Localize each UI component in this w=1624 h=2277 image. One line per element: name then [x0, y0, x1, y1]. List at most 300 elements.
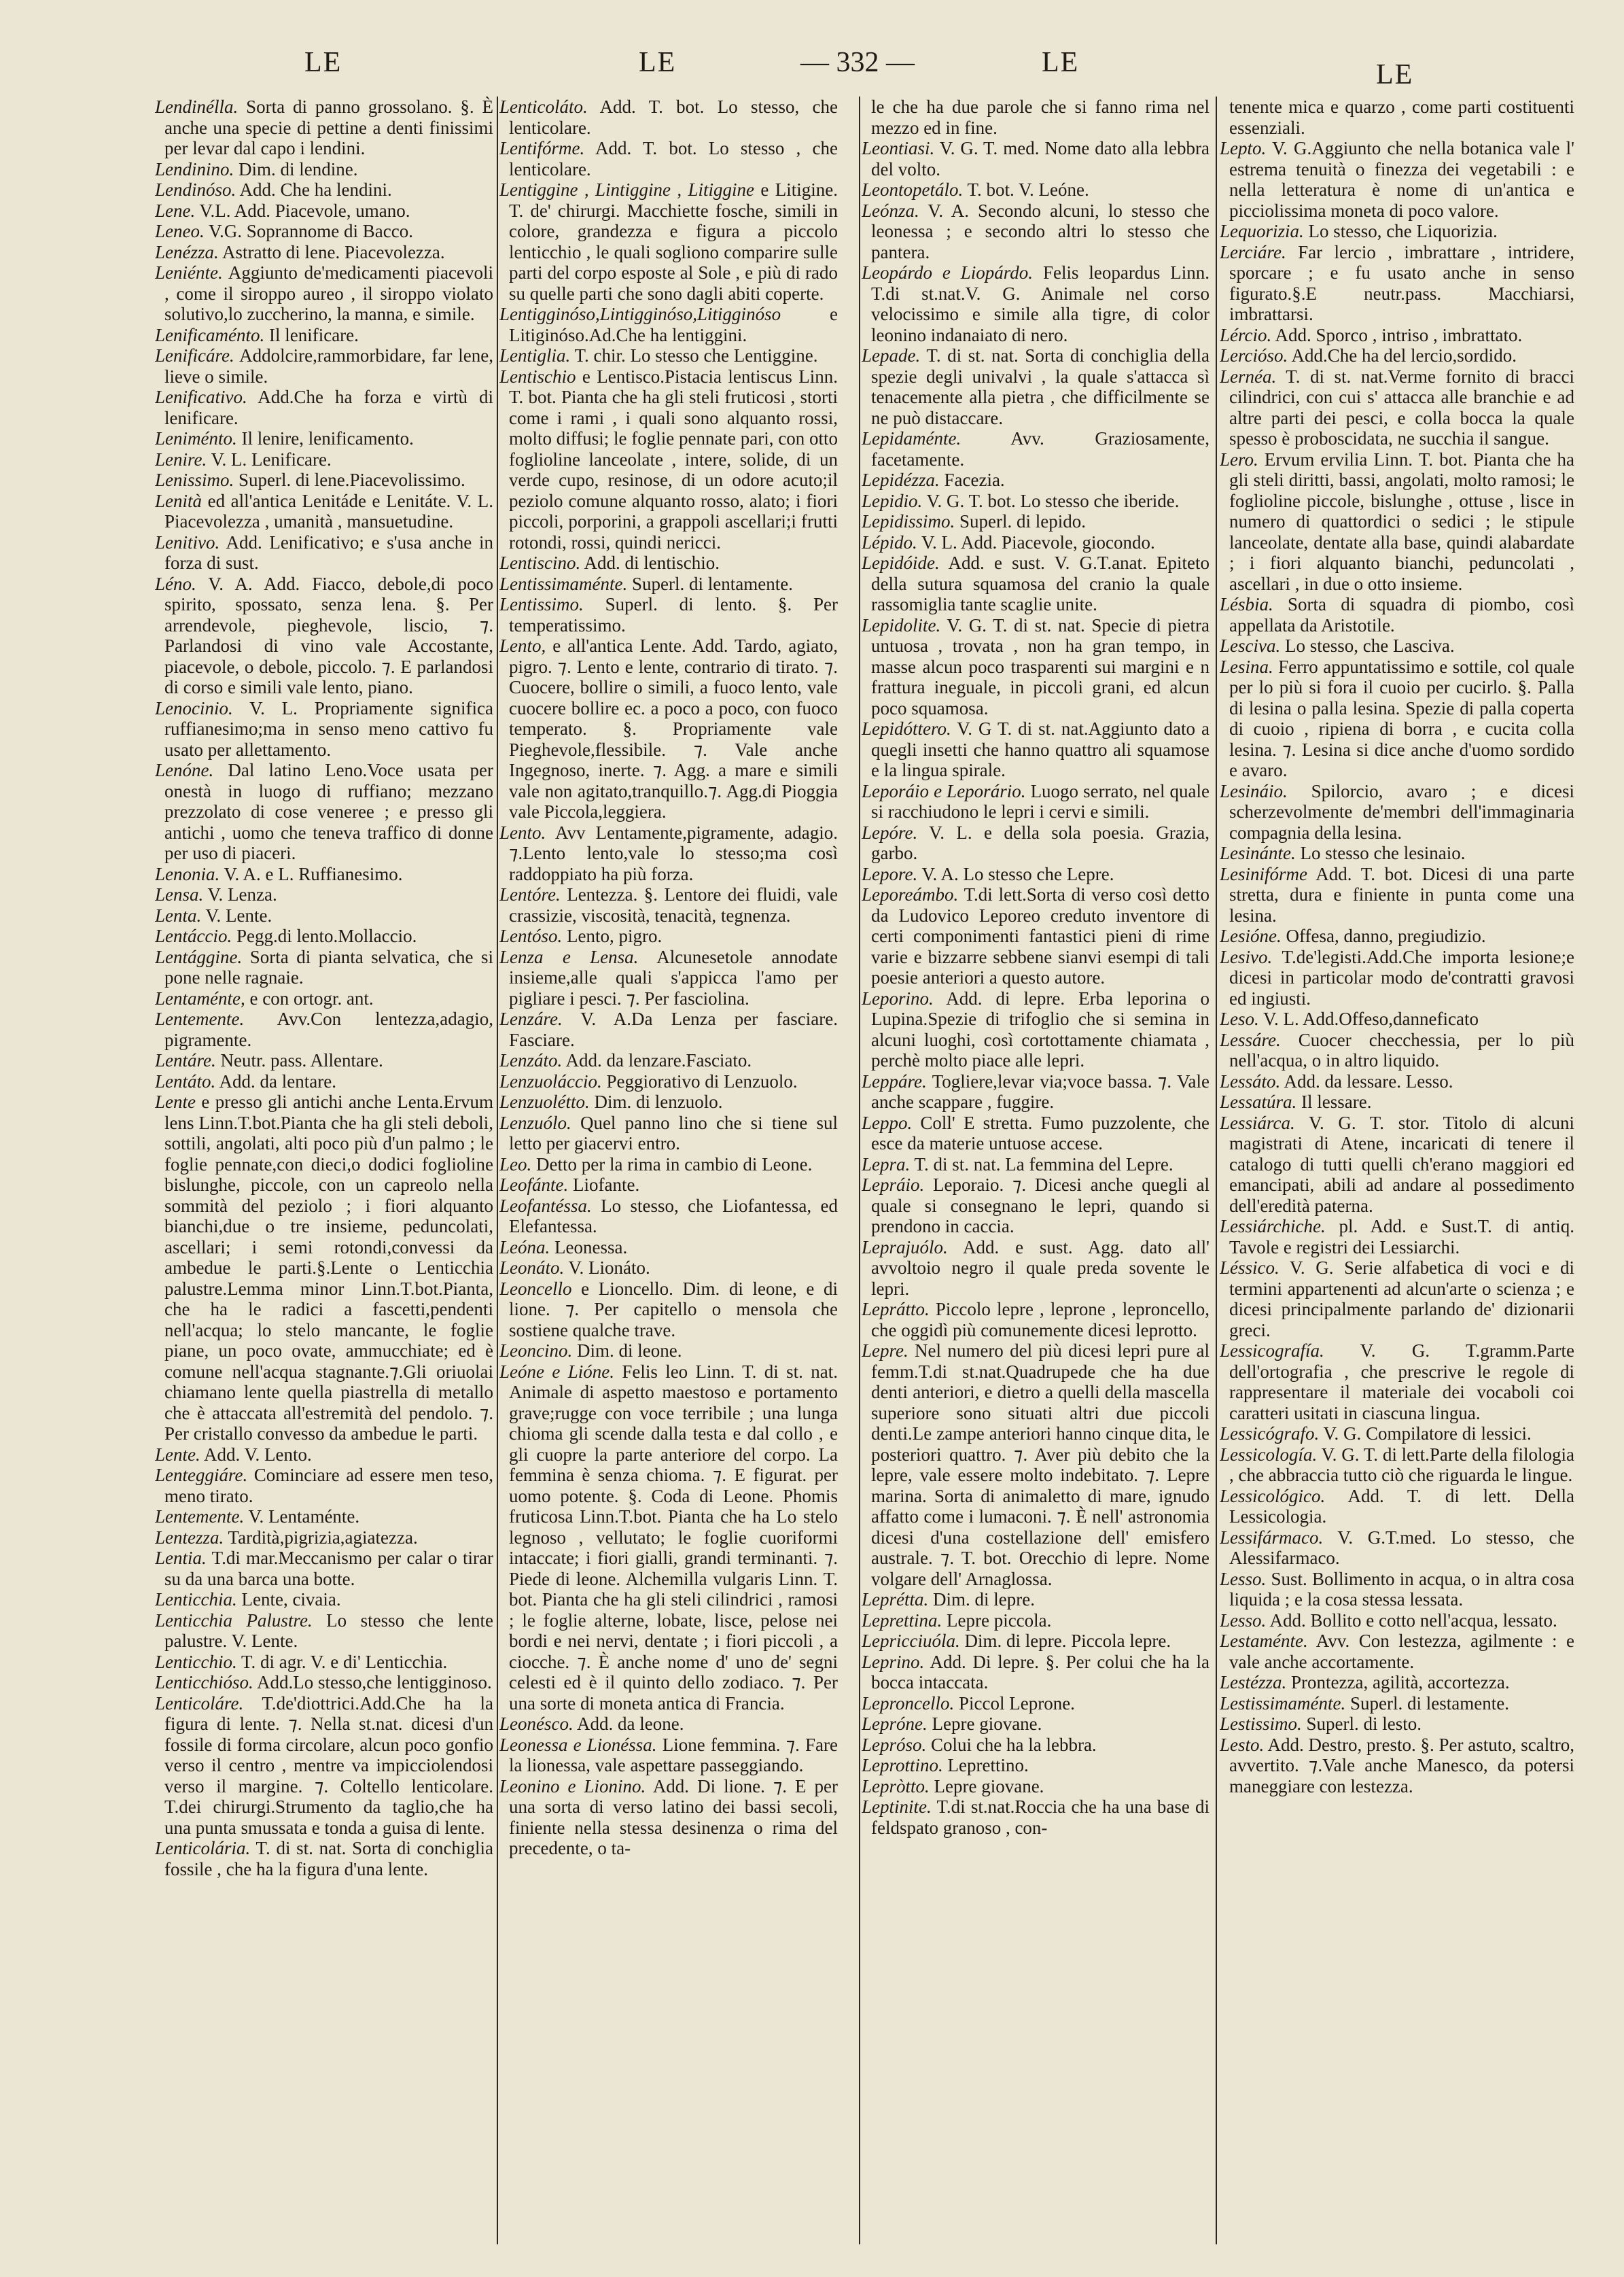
dictionary-entry [862, 532, 1210, 553]
entry-definition: Offesa, danno, pregiudizio. [1286, 926, 1486, 946]
entry-headword: Lessicología. [1220, 1444, 1318, 1465]
entry-definition: Add. da lessare. Lesso. [1284, 1071, 1453, 1092]
entry-headword: Lepróne. [862, 1714, 928, 1734]
dictionary-entry [862, 1755, 1210, 1776]
entry-headword: Lentemente. [155, 1506, 245, 1527]
entry-headword: Lenitivo. [155, 532, 220, 553]
dictionary-entry [499, 926, 838, 947]
entry-definition: ed all'antica Lenitáde e Lenitáte. V. L. Piacevolezza , umanità , mansuetudine. [164, 490, 493, 532]
entry-headword: Leprajuólo. [862, 1236, 948, 1257]
dictionary-entry [862, 1589, 1210, 1610]
dictionary-entry [1220, 1030, 1574, 1071]
entry-definition: Il lessare. [1301, 1092, 1372, 1112]
entry-headword: Lerciáre. [1220, 241, 1286, 262]
entry-definition: Dal latino Leno.Voce usata per onestà in luogo di ruffiano; mezzano prezzolato di cose veneree ; e presso gli antichi , uomo che teneva traffico di donne per uso di piaceri. [164, 760, 493, 863]
entry-definition: Luogo serrato, nel quale si racchiudono le lepri i cervi e simili. [871, 780, 1210, 822]
entry-definition: Add. V. Lento. [204, 1444, 312, 1465]
dictionary-entry [1220, 1735, 1574, 1797]
dictionary-entry [862, 553, 1210, 615]
entry-definition: V. G. T. bot. Lo stesso che iberide. [926, 490, 1180, 511]
entry-headword: Lensa. [155, 884, 204, 905]
dictionary-entry [862, 1776, 1210, 1797]
dictionary-entry [499, 947, 838, 1009]
entry-headword: Lentischio [499, 366, 576, 387]
dictionary-entry [1220, 1216, 1574, 1257]
entry-headword: Leonessa e Lionéssa. [499, 1734, 657, 1755]
dictionary-entry [499, 304, 838, 345]
entry-headword: Lenzuólo. [499, 1112, 571, 1133]
entry-headword: Lero. [1220, 449, 1258, 470]
entry-headword: Lentezza. [155, 1527, 224, 1548]
dictionary-entry [1220, 1340, 1574, 1423]
entry-headword: Lentifórme. [499, 138, 585, 158]
entry-definition: Lione femmina. ⁊. Fare la lionessa, vale aspettare passeggiando. [509, 1734, 838, 1775]
dictionary-entry [155, 97, 493, 159]
entry-definition: T.de'diottrici.Add.Che ha la figura di lente. ⁊. Nella st.nat. dicesi d'un fossile di forma circolare, alcun poco gonfio verso il centro , mentre va impicciolendosi verso il margine. ⁊. Coltello lenticolare. T.dei chirurgi.Strumento da taglio,che ha una punta smussata e tonda a guisa di lente. [164, 1692, 493, 1838]
entry-definition: V. G. T. med. Nome dato alla lebbra del volto. [871, 138, 1210, 179]
entry-definition: Lo stesso che lente palustre. V. Lente. [164, 1610, 493, 1651]
dictionary-entry [1220, 449, 1574, 595]
dictionary-entry [1220, 926, 1574, 947]
entry-headword: Lentiglia. [499, 345, 571, 366]
entry-headword: Lernéa. [1220, 366, 1277, 387]
entry-headword: Lenticoláre. [155, 1692, 244, 1714]
entry-definition: Sust. Bollimento in acqua, o in altra cosa liquida ; e la cosa stessa lessata. [1229, 1568, 1574, 1610]
entry-headword: Lenteggiáre. [155, 1465, 248, 1485]
entry-headword: Lesióne. [1220, 926, 1282, 946]
dictionary-entry [1220, 864, 1574, 926]
dictionary-entry [499, 553, 838, 574]
entry-definition: Dim. di leone. [577, 1340, 682, 1361]
dictionary-entry [862, 345, 1210, 428]
entry-headword: Lepròtto. [862, 1775, 930, 1796]
entry-headword: Lesso. [1220, 1610, 1267, 1631]
entry-definition: V. G. Serie alfabetica di voci e di termini appartenenti ad alcun'arte o scienza ; e dicesi principalmente parlando de' dizionarii greci. [1229, 1257, 1574, 1340]
entry-headword: Lentóre. [499, 884, 561, 905]
entry-definition: Add. da lenzare.Fasciato. [565, 1050, 752, 1071]
entry-definition: e Lentisco.Pistacia lentiscus Linn. T. bot. Pianta che ha gli steli fruticosi , storti come i rami , i quali sono alquanto rossi, molto diffusi; le foglie pennate pari, con otto foglioline lanceolate , intere, solide, di un verde cupo, resinose, di un odore acuto;il peziolo comune alquanto rosso, alato; i fiori piccoli, porporini, a grappoli ascellari;i frutti rotondi, rossi, quindi nericci. [509, 366, 838, 553]
dictionary-entry [862, 718, 1210, 781]
entry-headword: Leprátto. [862, 1299, 930, 1319]
entry-headword: Lenzuolétto. [499, 1092, 590, 1112]
entry-headword: Lessicógrafo. [1220, 1423, 1320, 1444]
dictionary-entry [155, 1527, 493, 1548]
entry-headword: Lessáre. [1220, 1029, 1281, 1050]
running-headword-3: LE [1042, 47, 1080, 78]
dictionary-entry [155, 470, 493, 491]
dictionary-entry [155, 387, 493, 428]
dictionary-entry [155, 262, 493, 325]
entry-definition: Sorta di squadra di piombo, così appellata da Aristotile. [1229, 594, 1574, 636]
entry-headword: Lenticchio. [155, 1651, 237, 1672]
entry-definition: Leporaio. ⁊. Dicesi anche quegli al quale si consegnano le lepri, quando si prendono in caccia. [871, 1175, 1210, 1236]
entry-definition: V. A. e L. Ruffianesimo. [224, 863, 403, 884]
dictionary-entry [155, 1672, 493, 1693]
entry-headword: Lestézza. [1220, 1672, 1287, 1692]
dictionary-entry [1220, 138, 1574, 221]
dictionary-entry [1220, 636, 1574, 657]
entry-definition: Add. Lenificativo; e s'usa anche in forza di sust. [164, 532, 493, 573]
entry-headword: Lenonia. [155, 863, 220, 884]
column-rule [497, 97, 498, 2244]
entry-headword: Lessicológico. [1220, 1485, 1326, 1506]
dictionary-entry [862, 615, 1210, 719]
entry-definition: T.di mar.Meccanismo per calar o tirar su da una barca una botte. [164, 1548, 493, 1589]
dictionary-entry [499, 1154, 838, 1175]
entry-definition: Superl. di lentamente. [632, 573, 793, 594]
entry-headword: Lessáto. [1220, 1071, 1281, 1092]
entry-headword: Lesso. [1220, 1568, 1267, 1589]
entry-headword: Lestissimo. [1220, 1714, 1302, 1734]
entry-headword: Lendinóso. [155, 179, 236, 200]
dictionary-entry [1220, 1714, 1574, 1735]
entry-headword: Lepidio. [862, 490, 923, 511]
entry-definition: Superl. di lestamente. [1350, 1692, 1509, 1714]
entry-definition: Aggiunto de'medicamenti piacevoli , come il siroppo aureo , il siroppo violato solutivo,lo zuccherino, la manna, e simile. [164, 262, 493, 324]
dictionary-entry [1220, 1092, 1574, 1113]
dictionary-entry [155, 884, 493, 905]
dictionary-entry [499, 636, 838, 822]
entry-headword: Lesivo. [1220, 946, 1273, 967]
entry-headword: Leoncino. [499, 1340, 573, 1361]
entry-definition: T. di st. nat. La femmina del Lepre. [914, 1153, 1173, 1175]
entry-definition: Add. T. bot. Lo stesso , che lenticolare. [509, 138, 838, 179]
dictionary-entry [155, 574, 493, 698]
dictionary-entry [499, 1092, 838, 1113]
entry-headword: Leniénte. [155, 262, 223, 283]
entry-definition: Leprettino. [947, 1755, 1029, 1775]
entry-headword: Lepto. [1220, 138, 1267, 158]
dictionary-entry [499, 1776, 838, 1859]
dictionary-entry [862, 1796, 1210, 1838]
entry-definition: V. A. Lo stesso che Lepre. [921, 863, 1114, 884]
entry-headword: Lessiárchiche. [1220, 1216, 1326, 1236]
entry-definition: Superl. di lento. §. Per temperatissimo. [509, 594, 838, 636]
entry-definition: e presso gli antichi anche Lenta.Ervum lens Linn.T.bot.Pianta che ha gli steli deboli, sottili, angolati, alti poco più d'un palmo ; le foglie pennate,con dieci,o dodici foglioline bislunghe, piccole, con un capreolo nella sommità del peziolo ; i fiori alquanto bianchi,due o tre insieme, peduncolati, ascellari; i semi rotondi,convessi da ambedue le parti.§.Lente o Lenticchia palustre.Lemma minor Linn.T.bot.Pianta, che ha le radici a fascetti,pendenti nell'acqua; lo stelo mancante, le foglie piane, un poco ovate, ammucchiate; ed è comune nell'acqua stagnante.⁊.Gli oriuolai chiamano lente quella piastrella di metallo che è attaccata all'estremità del pendolo. ⁊. Per cristallo convesso da ambedue le parti. [164, 1092, 493, 1444]
entry-definition: V. Lenza. [207, 884, 277, 905]
dictionary-entry [862, 138, 1210, 179]
dictionary-entry [155, 905, 493, 926]
entry-definition: Add.Lo stesso,che lentigginoso. [257, 1672, 492, 1692]
entry-headword: Lentemente. [155, 1009, 245, 1029]
dictionary-entry [155, 1444, 493, 1465]
entry-headword: Leontopetálo. [862, 179, 964, 200]
column-3 [862, 97, 1210, 2244]
entry-headword: Lenzáre. [499, 1009, 563, 1029]
entry-definition: Add. Di lepre. §. Per colui che ha la bocca intaccata. [871, 1651, 1210, 1692]
dictionary-entry [155, 1506, 493, 1527]
entry-headword: Leóna. [499, 1236, 550, 1257]
dictionary-entry [862, 491, 1210, 512]
entry-definition: Ferro appuntatissimo e sottile, col quale per lo più si fora il cuoio per cucirlo. §. Palla di lesina o palla lesina. Spezie di palla coperta di cuoio , ripiena di borra , e cucita colla lesina. ⁊. Lesina si dice anche d'uomo sordido e avaro. [1229, 656, 1574, 780]
dictionary-entry [499, 345, 838, 366]
entry-headword: Lenocinio. [155, 697, 233, 718]
entry-headword: Lenza e Lensa. [499, 946, 639, 967]
entry-headword: Lepidolite. [862, 614, 941, 636]
dictionary-entry [155, 1548, 493, 1589]
dictionary-entry [862, 1340, 1210, 1589]
dictionary-entry [1220, 1527, 1574, 1569]
entry-headword: Lentia. [155, 1548, 207, 1568]
entry-headword: Lenire. [155, 449, 207, 470]
entry-definition: Dim. di lenzuolo. [594, 1092, 723, 1112]
dictionary-entry [499, 1175, 838, 1196]
dictionary-entry [155, 221, 493, 242]
entry-definition: Avv. Con lestezza, agilmente : e vale anche accortamente. [1229, 1631, 1574, 1672]
dictionary-entry [155, 179, 493, 201]
dictionary-entry [862, 1693, 1210, 1714]
entry-definition: e con ortogr. ant. [249, 988, 374, 1009]
entry-headword: Lentáccio. [155, 926, 232, 946]
dictionary-entry [499, 1196, 838, 1237]
entry-headword: Lessicografía. [1220, 1340, 1324, 1361]
entry-headword: Leonésco. [499, 1714, 573, 1734]
dictionary-entry [499, 1340, 838, 1361]
entry-headword: Lendinino. [155, 158, 234, 179]
entry-headword: Leprettina. [862, 1610, 942, 1631]
entry-definition: Add. e sust. V. G.T.anat. Epiteto della sutura squamosa del cranio la quale rassomiglia tante scaglie unite. [871, 553, 1210, 614]
dictionary-entry [862, 1237, 1210, 1300]
entry-definition: V. L. Add. Piacevole, giocondo. [921, 532, 1155, 553]
entry-definition: Lepre giovane. [934, 1775, 1044, 1796]
entry-headword: Lenta. [155, 905, 202, 926]
dictionary-entry [1220, 1257, 1574, 1340]
entry-definition: Superl. di lepido. [959, 511, 1087, 532]
entry-headword: Leprétta. [862, 1589, 929, 1610]
entry-headword: Leneo. [155, 221, 205, 241]
dictionary-entry [862, 1735, 1210, 1756]
entry-definition: Prontezza, agilità, accortezza. [1291, 1672, 1510, 1692]
entry-headword: Lepricciuóla. [862, 1631, 960, 1651]
entry-definition: Lente, civaia. [241, 1589, 341, 1610]
entry-headword: Leprottino. [862, 1755, 943, 1775]
entry-headword: Lesinifórme [1220, 863, 1308, 884]
dictionary-entry [1220, 1423, 1574, 1444]
column-1 [155, 97, 493, 2244]
dictionary-entry [155, 242, 493, 263]
entry-definition: Superl. di lene.Piacevolissimo. [239, 470, 465, 490]
entry-headword: Leopárdo e Liopárdo. [862, 262, 1034, 283]
entry-headword: Leónza. [862, 200, 919, 221]
column-rule [1216, 97, 1217, 2244]
dictionary-entry [862, 822, 1210, 864]
entry-definition: Add. T. bot. Lo stesso, che lenticolare. [509, 97, 838, 138]
entry-headword: Leporino. [862, 988, 934, 1009]
dictionary-entry [155, 1071, 493, 1092]
entry-definition: V. L. Propriamente significa ruffianesimo;ma in senso meno cattivo fu usato per allettamento. [164, 697, 493, 760]
dictionary-entry [1220, 345, 1574, 366]
entry-definition: Avv Lentamente,pigramente, adagio. ⁊.Lento lento,vale lo stesso;ma così raddoppiato ha più forza. [509, 822, 838, 884]
entry-definition: Add. Bollito e cotto nell'acqua, lessato. [1269, 1610, 1557, 1631]
entry-definition: Lento, pigro. [567, 926, 663, 946]
entry-definition: Spilorcio, avaro ; e dicesi scherzevolmente de'membri dell'immaginaria compagnia della lesina. [1229, 780, 1574, 843]
entry-headword: Lentissimo. [499, 594, 584, 614]
entry-definition: V. G. Compilatore di lessici. [1323, 1423, 1532, 1444]
entry-headword: Lessatúra. [1220, 1092, 1297, 1112]
entry-headword: Lestaménte. [1220, 1631, 1308, 1651]
entry-headword: Leóne e Lióne. [499, 1361, 614, 1382]
dictionary-entry [1220, 1486, 1574, 1527]
entry-definition: V. G.Aggiunto che nella botanica vale l' estrema tenuità o finezza dei vegetabili : e nella letteratura è nome di un'antica e picciolissima moneta di poco valore. [1229, 138, 1574, 221]
entry-definition: Dim. di lepre. Piccola lepre. [964, 1631, 1171, 1651]
dictionary-entry [499, 1279, 838, 1341]
entry-definition: Lo stesso, che Lasciva. [1284, 636, 1455, 656]
entry-headword: Lene. [155, 200, 196, 221]
entry-definition: Sorta di panno grossolano. §. È anche una specie di pettine a denti finissimi per levar dal capo i lendini. [164, 97, 493, 158]
entry-definition: Detto per la rima in cambio di Leone. [536, 1153, 813, 1175]
entry-headword: Leso. [1220, 1009, 1259, 1029]
entry-headword: Lésbia. [1220, 594, 1273, 614]
entry-definition: T. di agr. V. e di' Lenticchia. [241, 1651, 448, 1672]
entry-definition: V. L. Lenificare. [211, 449, 332, 470]
dictionary-entry [499, 97, 838, 138]
entry-headword: Leofánte. [499, 1175, 569, 1195]
entry-headword: Lenzáto. [499, 1050, 563, 1071]
dictionary-entry [155, 698, 493, 761]
dictionary-entry [155, 1693, 493, 1839]
entry-headword: Léssico. [1220, 1257, 1279, 1278]
entry-definition: Avv. Graziosamente, facetamente. [871, 428, 1210, 470]
entry-headword: Lentággine. [155, 946, 243, 967]
dictionary-entry [155, 988, 493, 1009]
entry-headword: Lentiscino. [499, 553, 581, 573]
entry-headword: Leptinite. [862, 1796, 932, 1817]
entry-headword: Lentaménte, [155, 988, 245, 1009]
entry-definition: T.di lett.Sorta di verso così detto da Ludovico Leporeo creduto inventore di certi componimenti fantastici pieni di rime varie e bizzarre sebbene sianvi esempi di tali poesie anteriori a questo autore. [871, 884, 1210, 988]
entry-definition: V. L. Add.Offeso,danneficato [1263, 1009, 1479, 1029]
dictionary-entry [155, 1465, 493, 1506]
dictionary-entry [155, 1009, 493, 1050]
dictionary-entry [1220, 97, 1574, 138]
entry-headword: Lequorizia. [1220, 221, 1304, 241]
entry-headword: Lentigginóso,Lintigginóso,Litigginóso [499, 304, 781, 324]
entry-definition: Lo stesso che lesinaio. [1300, 843, 1466, 863]
entry-definition: Facezia. [944, 470, 1005, 490]
entry-definition: e all'antica Lente. Add. Tardo, agiato, pigro. ⁊. Lento e lente, contrario di tirato. ⁊. Cuocere, bollire o simili, a fuoco lento, vale cuocere bollire ec. a poco a poco, con fuoco temperato. §. Propriamente vale Pieghevole,flessibile. ⁊. Vale anche Ingegnoso, inerte. ⁊. Agg. a mare e simili vale non agitato,tranquillo.⁊. Agg.di Pioggia vale Piccola,leggiera. [509, 636, 838, 822]
entry-definition: Felis leopardus Linn. T.di st.nat.V. G. Animale nel corso velocissimo e simile alla tigre, di color leonino indanaiato di nero. [871, 262, 1210, 345]
entry-definition: Ervum ervilia Linn. T. bot. Pianta che ha gli steli diritti, bassi, angolati, molto ramosi; le foglioline piccole, bislunghe , ottuse , lisce in numero di quattordici o sedici ; le stipule lanceolate, dentate alla base, quindi alabardate ; i fiori alquanto bianchi, peduncolati , ascellari , in due o otto insieme. [1229, 449, 1574, 594]
entry-headword: Lentáto. [155, 1071, 216, 1092]
dictionary-entry [862, 1113, 1210, 1154]
dictionary-entry [499, 1050, 838, 1071]
entry-headword: Lepra. [862, 1153, 911, 1175]
entry-definition: Neutr. pass. Allentare. [220, 1050, 383, 1071]
dictionary-entry [155, 1838, 493, 1879]
dictionary-entry [862, 1154, 1210, 1175]
entry-definition: Add. Destro, presto. §. Per astuto, scaltro, avvertito. ⁊.Vale anche Manesco, da potersi maneggiare con lestezza. [1229, 1734, 1574, 1796]
dictionary-entry [155, 1050, 493, 1071]
entry-definition: T. chir. Lo stesso che Lentiggine. [574, 345, 818, 366]
entry-headword: Lesciva. [1220, 636, 1281, 656]
entry-headword: Lepráio. [862, 1175, 925, 1195]
entry-headword: Leofantéssa. [499, 1195, 592, 1216]
entry-definition: V. G. T. stor. Titolo di alcuni magistrati di Atene, incaricati di tenere il catalogo di tutti quelli ch'erano maggiori ed emancipati, abili ad andare al possedimento dell'eredità paterna. [1229, 1112, 1574, 1216]
entry-headword: Lendinélla. [155, 97, 239, 117]
dictionary-entry [862, 511, 1210, 532]
dictionary-entry [499, 1714, 838, 1735]
dictionary-entry [1220, 594, 1574, 636]
entry-headword: Lentissimaménte. [499, 573, 628, 594]
entry-definition: Add. e sust. Agg. dato all' avvoltoio negro il quale preda sovente le lepri. [871, 1236, 1210, 1299]
entry-definition: T. di st. nat.Verme fornito di bracci cilindrici, con cui s' attacca alle branchie e ad altre parti dei pesci, e colla bocca la quale spesso è proboscidata, ne succhia il sangue. [1229, 366, 1574, 449]
entry-definition: Far lercio , imbrattare , intridere, sporcare ; e fu usato anche in senso figurato.§.E neutr.pass. Macchiarsi, imbrattarsi. [1229, 241, 1574, 324]
dictionary-entry [862, 262, 1210, 345]
entry-definition: tenente mica e quarzo , come parti costituenti essenziali. [1229, 97, 1574, 138]
entry-definition: V.G. Soprannome di Bacco. [209, 221, 413, 241]
entry-definition: Liofante. [573, 1175, 640, 1195]
dictionary-entry [1220, 657, 1574, 781]
entry-definition: T.de'legisti.Add.Che importa lesione;e dicesi in particolar modo de'contratti gravosi ed ingiusti. [1229, 946, 1574, 1009]
dictionary-entry [155, 1652, 493, 1673]
entry-headword: Lento, [499, 636, 546, 656]
entry-headword: Lepidézza. [862, 470, 940, 490]
entry-definition: Lepre piccola. [947, 1610, 1052, 1631]
entry-definition: Dim. di lendine. [239, 158, 358, 179]
dictionary-entry [1220, 947, 1574, 1009]
dictionary-entry [1220, 1569, 1574, 1610]
entry-definition: Coll' E stretta. Fumo puzzolente, che esce da materie untuose accese. [871, 1112, 1210, 1153]
entry-headword: Lenticchia Palustre. [155, 1610, 313, 1631]
dictionary-entry [499, 1237, 838, 1258]
entry-definition: Colui che ha la lebbra. [931, 1734, 1097, 1755]
entry-headword: Lepidaménte. [862, 428, 961, 449]
dictionary-entry [155, 864, 493, 885]
entry-definition: e Litiginóso.Ad.Che ha lentiggini. [509, 304, 838, 345]
dictionary-entry [499, 1361, 838, 1714]
entry-headword: Lentiggine , Lintiggine , Litiggine [499, 179, 755, 200]
entry-headword: Leontiasi. [862, 138, 935, 158]
dictionary-entry [155, 1589, 493, 1610]
entry-headword: Lepidissimo. [862, 511, 955, 532]
entry-definition: Dim. di lepre. [933, 1589, 1035, 1610]
entry-definition: e Lioncello. Dim. di leone, e di lione. ⁊. Per capitello o mensola che sostiene qualche trave. [509, 1278, 838, 1340]
entry-definition: Add. Di lione. ⁊. E per una sorta di verso latino dei bassi secoli, finiente nella stessa desinenza o rima del precedente, o ta- [509, 1775, 838, 1858]
dictionary-entry [862, 428, 1210, 470]
entry-headword: Lepre. [862, 1340, 908, 1361]
entry-definition: V. Lentaménte. [248, 1506, 360, 1527]
entry-definition: Il lenificare. [268, 324, 359, 345]
entry-definition: Piccolo lepre , leprone , leproncello, che oggidì più comunemente dicesi leprotto. [871, 1299, 1210, 1340]
entry-headword: Lesina. [1220, 656, 1273, 677]
entry-headword: Lente [155, 1092, 196, 1112]
entry-headword: Lestissimaménte. [1220, 1692, 1346, 1714]
dictionary-entry [1220, 1631, 1574, 1672]
entry-definition: Leonessa. [554, 1236, 628, 1257]
dictionary-entry [499, 1735, 838, 1776]
dictionary-entry [1220, 221, 1574, 242]
entry-headword: Lenézza. [155, 241, 219, 262]
dictionary-entry [499, 822, 838, 885]
dictionary-entry [862, 1714, 1210, 1735]
entry-headword: Leppo. [862, 1112, 913, 1133]
dictionary-entry [1220, 1113, 1574, 1217]
entry-definition: Avv.Con lentezza,adagio, pigramente. [164, 1009, 493, 1050]
dictionary-entry [155, 201, 493, 222]
entry-headword: Lesinánte. [1220, 843, 1296, 863]
dictionary-entry [499, 1071, 838, 1092]
entry-definition: T. bot. V. Leóne. [967, 179, 1089, 200]
entry-headword: Lesináio. [1220, 780, 1288, 801]
dictionary-entry [155, 947, 493, 988]
entry-headword: Lenificaménto. [155, 324, 265, 345]
dictionary-entry [862, 179, 1210, 201]
entry-definition: Il lenire, lenificamento. [241, 428, 414, 449]
dictionary-entry [862, 201, 1210, 263]
entry-definition: Add. di lepre. Erba leporina o Lupina.Spezie di trifoglio che si semina in alcuni luoghi, così cortottamente chiamata , perchè molto piace alle lepri. [871, 988, 1210, 1071]
entry-definition: Tardità,pigrizia,agiatezza. [228, 1527, 418, 1548]
entry-definition: Add.Che ha forza e virtù di lenificare. [164, 387, 493, 428]
dictionary-entry [862, 470, 1210, 491]
